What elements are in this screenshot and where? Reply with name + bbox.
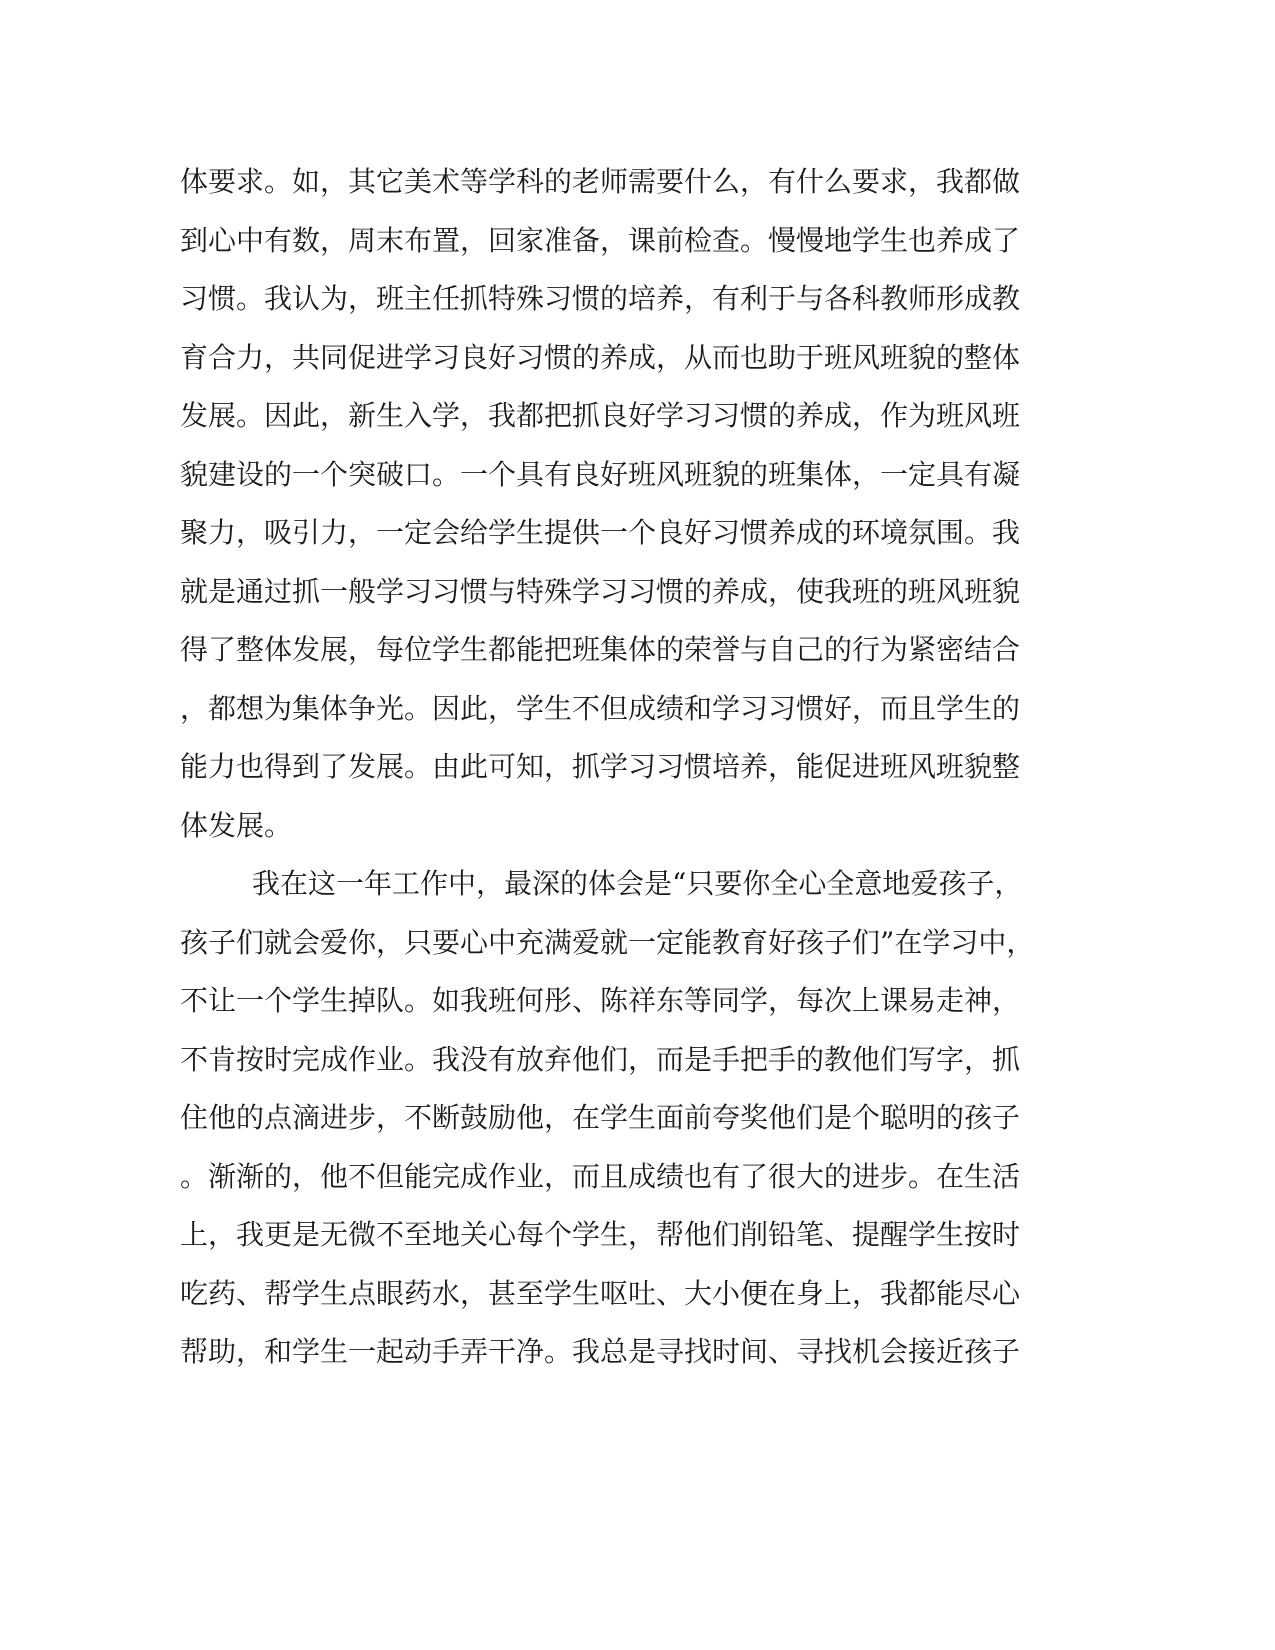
paragraph-line: 不肯按时完成作业。我没有放弃他们，而是手把手的教他们写字，抓 xyxy=(180,1042,1021,1076)
paragraph-line: 我在这一年工作中，最深的体会是“只要你全心全意地爱孩子， xyxy=(252,867,1023,900)
paragraph-line: 。渐渐的，他不但能完成作业，而且成绩也有了很大的进步。在生活 xyxy=(180,1159,1021,1193)
paragraph-line: 就是通过抓一般学习习惯与特殊学习习惯的养成，使我班的班风班貌 xyxy=(180,574,1021,608)
paragraph-line: 帮助，和学生一起动手弄干净。我总是寻找时间、寻找机会接近孩子 xyxy=(180,1335,1021,1368)
paragraph-line: 到心中有数，周末布置，回家准备，课前检查。慢慢地学生也养成了 xyxy=(180,223,1021,257)
paragraph-line: 住他的点滴进步，不断鼓励他，在学生面前夸奖他们是个聪明的孩子 xyxy=(180,1101,1021,1134)
paragraph-line: 发展。因此，新生入学，我都把抓良好学习习惯的养成，作为班风班 xyxy=(180,399,1021,432)
paragraph-line: 上，我更是无微不至地关心每个学生，帮他们削铅笔、提醒学生按时 xyxy=(180,1218,1021,1251)
paragraph-line: 聚力，吸引力，一定会给学生提供一个良好习惯养成的环境氛围。我 xyxy=(180,516,1021,549)
paragraph-line: 能力也得到了发展。由此可知，抓学习习惯培养，能促进班风班貌整 xyxy=(180,750,1021,783)
paragraph-line: 习惯。我认为，班主任抓特殊习惯的培养，有利于与各科教师形成教 xyxy=(180,282,1021,315)
paragraph-line: ，都想为集体争光。因此，学生不但成绩和学习习惯好，而且学生的 xyxy=(180,691,1021,725)
paragraph-line: 貌建设的一个突破口。一个具有良好班风班貌的班集体，一定具有凝 xyxy=(180,457,1021,491)
paragraph-line: 育合力，共同促进学习良好习惯的养成，从而也助于班风班貌的整体 xyxy=(180,340,1021,374)
document-body xyxy=(180,160,1035,1389)
paragraph-line: 孩子们就会爱你，只要心中充满爱就一定能教育好孩子们”在学习中， xyxy=(180,925,1035,959)
paragraph-1 xyxy=(180,160,1020,862)
paragraph-line: 体发展。 xyxy=(180,808,293,842)
paragraph-line: 得了整体发展，每位学生都能把班集体的荣誉与自己的行为紧密结合 xyxy=(180,633,1021,666)
paragraph-line: 体要求。如，其它美术等学科的老师需要什么，有什么要求，我都做 xyxy=(180,165,1021,198)
paragraph-line: 吃药、帮学生点眼药水，甚至学生呕吐、大小便在身上，我都能尽心 xyxy=(180,1276,1021,1310)
paragraph-2 xyxy=(180,862,1035,1389)
paragraph-line: 不让一个学生掉队。如我班何彤、陈祥东等同学，每次上课易走神， xyxy=(180,984,1021,1017)
